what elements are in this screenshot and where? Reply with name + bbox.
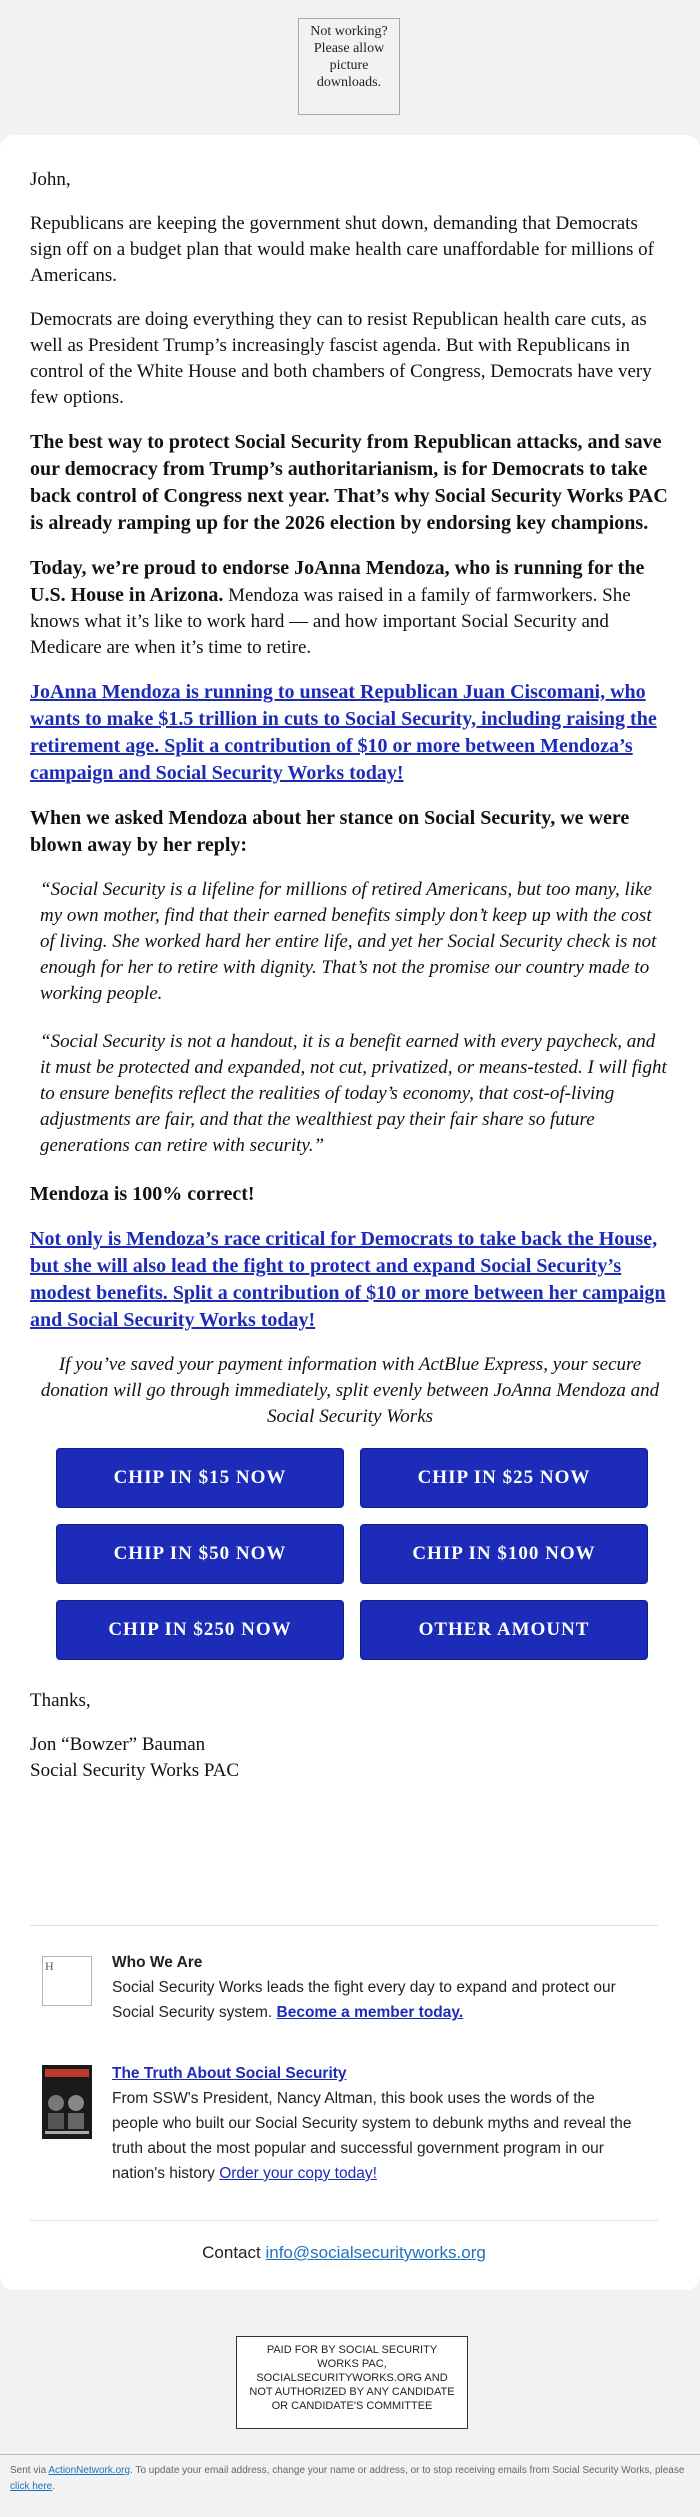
book-cover-image[interactable]	[42, 2065, 92, 2139]
quote-part-2: “Social Security is not a handout, it is a benefit earned with every paycheck, and it must be protected and expanded, not cut, privatized, or means-tested. I will fight to ensure benefits reflect the realities of today’s economy, that cost-of-living adjustments are fair, and that the wealthiest pay their fair share so future generations can retire with security.”	[40, 1031, 667, 1156]
chip-in-250-button[interactable]: CHIP IN $250 NOW	[56, 1600, 344, 1660]
mendoza-quote	[40, 877, 670, 1159]
order-copy-link[interactable]: Order your copy today!	[219, 2165, 377, 2182]
salutation: John,	[30, 169, 71, 190]
header-image-placeholder: Not working? Please allow picture downloads.	[298, 18, 400, 115]
email-card	[0, 135, 700, 2290]
paragraph-resist: Democrats are doing everything they can to resist Republican health care cuts, as well as President Trump’s increasingly fascist agenda. But with Republicans in control of the White House and both chambers of Congress, Democrats have very few options.	[30, 309, 652, 408]
book-desc: From SSW's President, Nancy Altman, this book uses the words of the people who built our Social Security system to debunk myths and reveal the truth about the most popular and successful government program in our nation's history	[112, 2090, 632, 2182]
chip-in-15-button[interactable]: CHIP IN $15 NOW	[56, 1448, 344, 1508]
chip-in-50-button[interactable]: CHIP IN $50 NOW	[56, 1524, 344, 1584]
endorse-rest: Mendoza was raised in a family of farmworkers. She knows what it’s like to work hard — and how important Social Security and Medicare are when it’s time to retire.	[30, 585, 631, 658]
paragraph-asked: When we asked Mendoza about her stance on Social Security, we were blown away by her reply:	[30, 807, 630, 856]
who-we-are-title: Who We Are	[112, 1954, 203, 1971]
who-we-are-desc: Social Security Works leads the fight every day to expand and protect our Social Security system.	[112, 1979, 616, 2021]
book-title-link[interactable]: The Truth About Social Security	[112, 2065, 347, 2082]
correct-line: Mendoza is 100% correct!	[30, 1183, 255, 1205]
book-text	[112, 2061, 642, 2186]
signature-name: Jon “Bowzer” Bauman	[30, 1734, 206, 1755]
thanks: Thanks,	[30, 1690, 91, 1711]
quote-part-1: “Social Security is a lifeline for millions of retired Americans, but too many, like my own mother, find that their earned benefits simply don’t keep up with the cost of living. She worked hard her entire life, and yet her Social Security check is not enough for her to retire with dignity. That’s not the promise our country made to working people.	[40, 879, 657, 1004]
closing	[0, 1688, 700, 1784]
header-area	[0, 0, 700, 135]
contact-label: Contact	[202, 2243, 261, 2262]
chip-in-100-button[interactable]: CHIP IN $100 NOW	[360, 1524, 648, 1584]
final-period: .	[52, 2481, 56, 2492]
click-here-link[interactable]: click here	[10, 2481, 53, 2492]
signature-org: Social Security Works PAC	[30, 1760, 240, 1781]
email-body-2	[0, 1181, 700, 1430]
unsubscribe-text: . To update your email address, change your name or address, or to stop receiving emails from Social Security Works, please	[130, 2465, 685, 2476]
actblue-express-note: If you’ve saved your payment information with ActBlue Express, your secure donation will go through immediately, split evenly between JoAnna Mendoza and Social Security Works	[40, 1354, 660, 1427]
footer-promos	[30, 1925, 658, 2186]
paid-for-disclaimer: PAID FOR BY SOCIAL SECURITY WORKS PAC, SOCIALSECURITYWORKS.ORG AND NOT AUTHORIZED BY ANY CANDIDATE OR CANDIDATE'S COMMITTEE	[236, 2336, 468, 2429]
endorse-bold: Today, we’re proud to endorse JoAnna Mendoza, who is running for the U.S. House in Arizona.	[30, 557, 645, 606]
paragraph-best-way: The best way to protect Social Security from Republican attacks, and save our democracy from Trump’s authoritarianism, is for Democrats to take back control of Congress next year. That’s why Social Security Works PAC is already ramping up for the 2026 election by endorsing key champions.	[30, 431, 668, 534]
contact-line	[30, 2220, 658, 2263]
chip-in-25-button[interactable]: CHIP IN $25 NOW	[360, 1448, 648, 1508]
action-network-link[interactable]: ActionNetwork.org	[48, 2465, 131, 2476]
signature	[30, 1732, 670, 1784]
who-we-are-text	[112, 1950, 642, 2025]
who-we-are-row	[42, 1956, 658, 2025]
bottom-unsubscribe-bar	[0, 2454, 700, 2517]
book-row	[42, 2065, 658, 2186]
become-member-link[interactable]: Become a member today.	[276, 2004, 464, 2021]
email-body	[0, 135, 700, 859]
contact-email-link[interactable]: info@socialsecurityworks.org	[265, 2243, 486, 2262]
paragraph-shutdown: Republicans are keeping the government shut down, demanding that Democrats sign off on a budget plan that would make health care unaffordable for millions of Americans.	[30, 213, 655, 286]
donation-buttons	[56, 1448, 676, 1660]
donate-link-1[interactable]: JoAnna Mendoza is running to unseat Republican Juan Ciscomani, who wants to make $1.5 trillion in cuts to Social Security, including raising the retirement age. Split a contribution of $10 or more between Mendoza’s campaign and Social Security Works today!	[30, 681, 657, 784]
other-amount-button[interactable]: OTHER AMOUNT	[360, 1600, 648, 1660]
who-we-are-image: H	[42, 1956, 92, 2006]
donate-link-2[interactable]: Not only is Mendoza’s race critical for Democrats to take back the House, but she will also lead the fight to protect and expand Social Security’s modest benefits. Split a contribution of $10 or more between her campaign and Social Security Works today!	[30, 1228, 666, 1331]
sent-via-label: Sent via	[10, 2465, 47, 2476]
paragraph-endorse	[30, 555, 670, 661]
